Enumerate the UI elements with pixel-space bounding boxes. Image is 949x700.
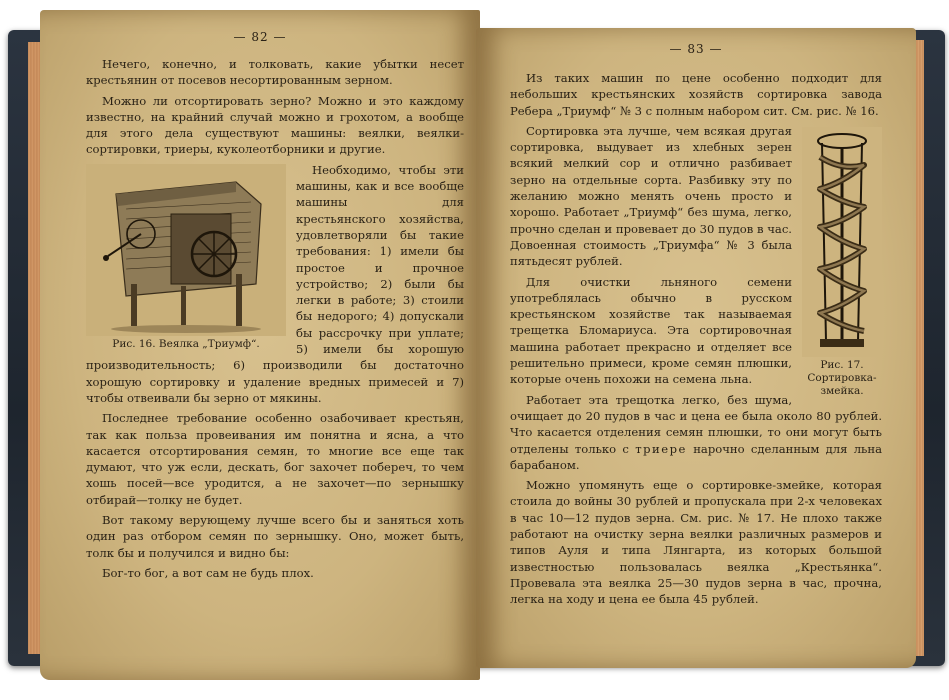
paragraph: Необходимо, чтобы эти машины, как и все вообще машины для крестьянского хозяйства, удовлетворяли бы такие требования: 1) имели бы простое и прочное устройство; 2) были бы легки в работе; 3) стоили бы недорого; 4) допускали бы рассрочку при уплате; 5) имели бы хорошую производительность; 6) производили бы достаточно хорошую сортировку и удаление вредных примесей и 7) чтобы отвеивали бы зерно от мякины. (86, 162, 464, 405)
paragraph: Последнее требование особенно озабочивает крестьян, так как польза провеивания им понятна и ясна, а что касается отсортирования семян, то многие все еще так думают, что уж если, дескать, бог захочет побереч, то чем хошь посей—все уродится, а не захочет—по зернышку отбирай—толку не будет. (86, 411, 464, 507)
winnowing-machine-illustration (86, 164, 286, 336)
right-page-text (510, 70, 882, 612)
page-number: — 83 — (669, 42, 723, 56)
paragraph: Сортировка эта лучше, чем всякая другая сортировка, выдувает из хлебных зерен всякий мелкий сор и отлично разбивает зерно на отдельные сорта. Разбивку эту по желанию можно менять очень просто и хорошо. Работает „Триумф“ без шума, легко, прочно сделан и провевает до 30 пудов в час. Довоенная стоимость „Триумфа“ № 3 была пятьдесят рублей. (510, 123, 792, 269)
text-run: Работает эта трещотка легко, без шума, очищает до 20 пудов в час и цена ее была около 80 рублей. Что касается отделения семян плюшки, то они могут быть отделены только с (510, 392, 882, 456)
page-number: — 82 — (233, 30, 287, 44)
paragraph: Из таких машин по цене особенно подходит для небольших крестьянских хозяйств сортировка завода Ребера „Триумф“ № 3 с полным набором сит. См. рис. № 16. (510, 71, 882, 118)
paragraph: Бог-то бог, а вот сам не будь плох. (102, 565, 314, 580)
figure-caption: Рис. 16. Веялка „Триумф“. (112, 337, 260, 350)
paragraph: Нечего, конечно, и толковать, какие убытки несет крестьянин от посевов несортированным зерном. (86, 57, 464, 88)
paragraph: Вот такому верующему лучше всего бы и заняться хоть один раз отбором семян по зернышку. Оно, может быть, толк бы и получился и видно бы: (86, 513, 464, 560)
emphasized-word: триере (635, 441, 687, 456)
text-run: нарочно сделанным для льна барабаном. (510, 441, 883, 472)
right-page (476, 28, 916, 668)
figure-caption: Рис. 17. Сортировка-змейка. (807, 358, 877, 397)
paragraph: Для очистки льняного семени употреблялась обычно в русском крестьянском хозяйстве так называемая трещетка Бломариуса. Эта сортировочная машина работает прекрасно и отделяет все решительно примеси, кроме семян плюшки, которые очень похожи на семена льна. (510, 274, 792, 387)
paragraph (510, 392, 882, 473)
spiral-sorter-illustration (802, 127, 882, 357)
left-page (40, 10, 480, 680)
left-page-text (86, 56, 464, 585)
figure-17 (802, 127, 882, 398)
paragraph: Можно ли отсортировать зерно? Можно и это каждому известно, на крайний случай можно и грохотом, а вообще для этого дела существуют машины: веялки, веялки-сортировки, триеры, куколеотборники и другие. (86, 93, 464, 157)
figure-16 (86, 164, 286, 351)
paragraph: Можно упомянуть еще о сортировке-змейке, которая стоила до войны 30 рублей и пропускала при 2-х человеках в час 10—12 пудов зерна. См. рис. № 17. Не плохо также работают на очистку зерна веялки различных размеров и типов Ауля и типа Лянгарта, из которых большой известностью пользовалась веялка „Крестьянка“. Провевала эта веялка 25—30 пудов зерна в час, прочна, легка на ходу и цена ее была 45 рублей. (510, 478, 882, 607)
